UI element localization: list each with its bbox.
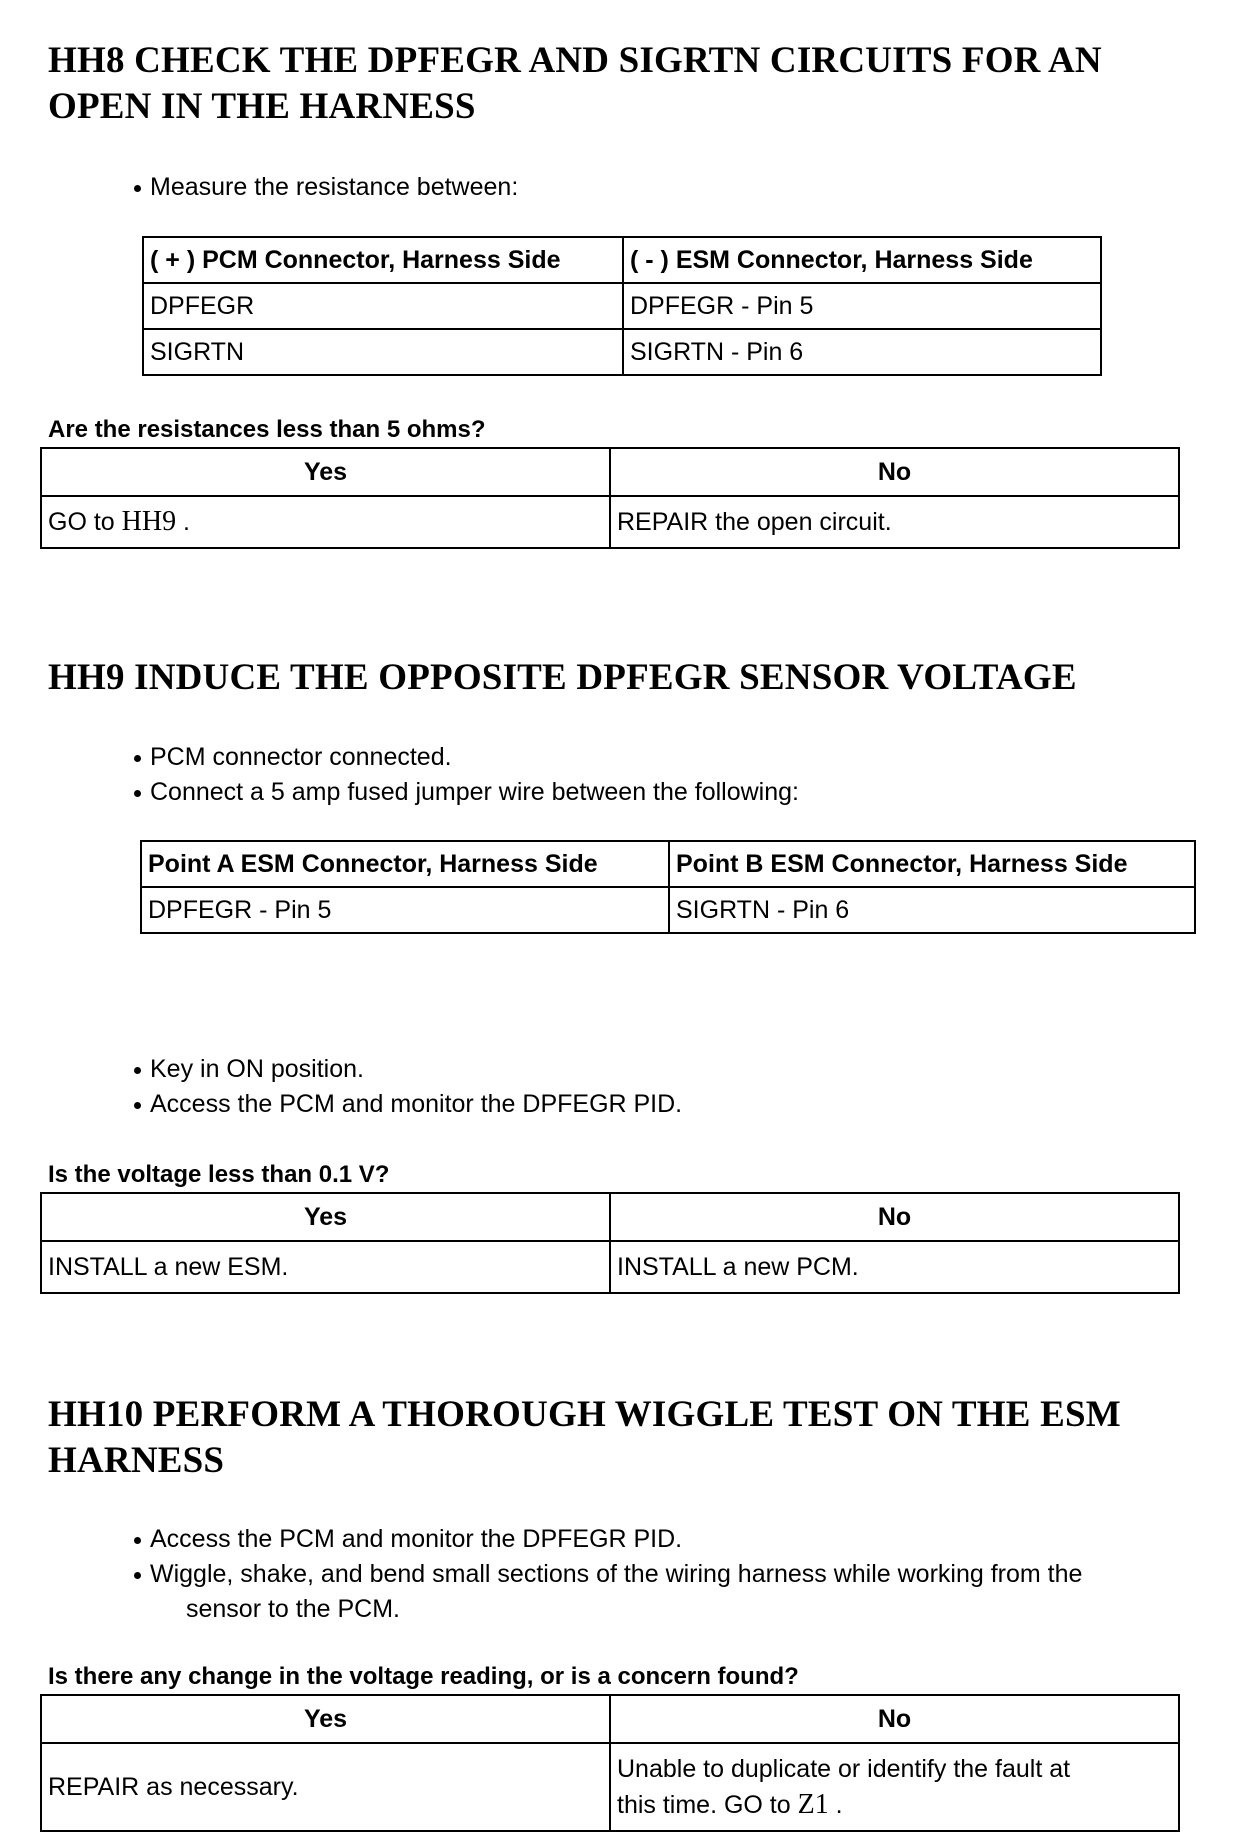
- bullet-item: Measure the resistance between:: [132, 170, 1212, 205]
- yes-cell: [41, 496, 610, 548]
- no-header: No: [610, 1695, 1179, 1743]
- no-text-line2: this time. GO to: [617, 1791, 798, 1819]
- bullet-list-hh10: [132, 1522, 1212, 1627]
- table-row: [143, 283, 1101, 329]
- no-header: No: [610, 1193, 1179, 1241]
- jumper-table-hh9: [140, 840, 1196, 934]
- table-row: [41, 496, 1179, 548]
- bullet-item: PCM connector connected.: [132, 740, 1212, 775]
- yes-text: GO to: [48, 508, 122, 536]
- no-cell: INSTALL a new PCM.: [610, 1241, 1179, 1293]
- question-hh8: Are the resistances less than 5 ohms?: [48, 416, 486, 443]
- no-cell: REPAIR the open circuit.: [610, 496, 1179, 548]
- step-link-hh9[interactable]: HH9: [121, 506, 177, 537]
- table-cell: SIGRTN: [143, 329, 623, 375]
- bullet-item: Access the PCM and monitor the DPFEGR PID.: [132, 1087, 1212, 1122]
- no-suffix: .: [828, 1791, 843, 1819]
- table-row: [41, 1241, 1179, 1293]
- bullet-list-hh8: [132, 170, 1212, 205]
- section-heading-hh9: HH9 INDUCE THE OPPOSITE DPFEGR SENSOR VOLTAGE: [48, 657, 1077, 698]
- column-header-pcm: ( + ) PCM Connector, Harness Side: [143, 237, 623, 283]
- bullet-item: Key in ON position.: [132, 1052, 1212, 1087]
- table-cell: DPFEGR - Pin 5: [141, 887, 669, 933]
- answer-table-hh10: [40, 1694, 1180, 1832]
- table-row: [143, 329, 1101, 375]
- column-header-point-b: Point B ESM Connector, Harness Side: [669, 841, 1195, 887]
- bullet-text: Wiggle, shake, and bend small sections of the wiring harness while working from the: [150, 1560, 1083, 1588]
- measurement-table-hh8: [142, 236, 1102, 376]
- table-row: [41, 1743, 1179, 1831]
- bullet-item: Access the PCM and monitor the DPFEGR PID.: [132, 1522, 1212, 1557]
- table-cell: DPFEGR: [143, 283, 623, 329]
- bullet-text-continued: sensor to the PCM.: [186, 1595, 400, 1623]
- section-heading-hh10: HH10 PERFORM A THOROUGH WIGGLE TEST ON THE ESM HARNESS: [48, 1394, 1121, 1481]
- table-cell: DPFEGR - Pin 5: [623, 283, 1101, 329]
- section-heading-hh8: HH8 CHECK THE DPFEGR AND SIGRTN CIRCUITS FOR AN OPEN IN THE HARNESS: [48, 40, 1102, 127]
- bullet-list-hh9: [132, 740, 1212, 810]
- step-link-z1[interactable]: Z1: [797, 1789, 829, 1820]
- table-cell: SIGRTN - Pin 6: [669, 887, 1195, 933]
- yes-header: Yes: [41, 1695, 610, 1743]
- table-cell: SIGRTN - Pin 6: [623, 329, 1101, 375]
- answer-table-hh8: [40, 447, 1180, 549]
- answer-table-hh9: [40, 1192, 1180, 1294]
- bullet-list-hh9-2: [132, 1052, 1212, 1122]
- bullet-item: Connect a 5 amp fused jumper wire between the following:: [132, 775, 1212, 810]
- no-header: No: [610, 448, 1179, 496]
- column-header-point-a: Point A ESM Connector, Harness Side: [141, 841, 669, 887]
- no-text-line1: Unable to duplicate or identify the fault at: [617, 1755, 1071, 1783]
- no-cell: [610, 1743, 1179, 1831]
- yes-header: Yes: [41, 448, 610, 496]
- question-hh9: Is the voltage less than 0.1 V?: [48, 1161, 390, 1188]
- table-row: [141, 887, 1195, 933]
- column-header-esm: ( - ) ESM Connector, Harness Side: [623, 237, 1101, 283]
- bullet-item: [132, 1557, 1212, 1627]
- yes-cell: INSTALL a new ESM.: [41, 1241, 610, 1293]
- yes-suffix: .: [176, 508, 190, 536]
- yes-cell: REPAIR as necessary.: [41, 1743, 610, 1831]
- yes-header: Yes: [41, 1193, 610, 1241]
- question-hh10: Is there any change in the voltage reading, or is a concern found?: [48, 1663, 799, 1690]
